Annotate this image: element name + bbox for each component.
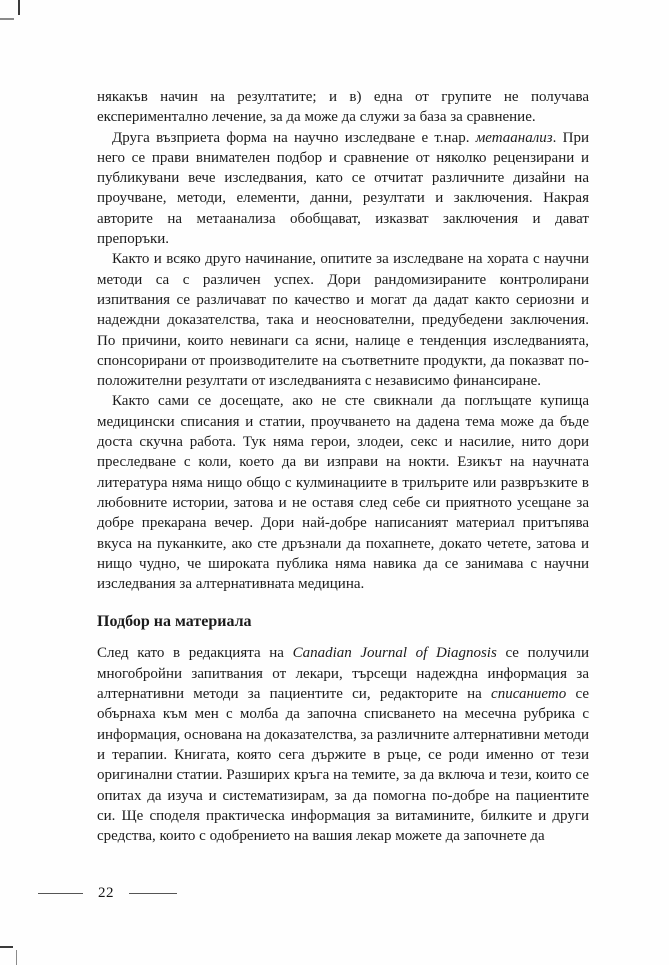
paragraph: Както сами се досещате, ако не сте свикнали да поглъщате купища медицински списания и статии, проучването на дадена тема може да бъде доста скучна работа. Тук няма герои, злодеи, секс и насилие, нито дори преследване с коли, което да ви изправи на нокти. Езикът на научната литература няма нищо общо с кулминациите в трилърите или развръзките в любовните истории, затова и не оставя след себе си приятното усещане за добре прекарана вечер. Дори най-добре написаният материал притъпява вкуса на пуканките, ако сте дръзнали да похапнете, докато четете, затова и нищо чудно, че широката публика няма навика да се занимава с научни изследвания за алтернативната медицина. (97, 393, 589, 593)
body-before-heading (97, 87, 589, 594)
crop-mark-top-left-horizontal (0, 18, 14, 20)
footer-rule-left (38, 893, 83, 894)
page-footer (38, 885, 177, 902)
footer-rule-right (129, 893, 177, 894)
paragraph: някакъв начин на резултатите; и в) една от групите не получава експериментално лечение, за да може да служи за база за сравнение. (97, 89, 589, 126)
crop-mark-top-left-vertical (18, 0, 20, 15)
body-after-heading (97, 643, 589, 846)
paragraph: Друга възприета форма на научно изследване е т.нар. метаанализ. При него се прави внимателен подбор и сравнение от няколко рецензирани и публикувани вече изследвания, като се отчитат различните дизайни на проучване, методи, елементи, данни, резултати и заключения. Накрая авторите на метаанализа обобщават, изказват заключения и дават препоръки. (97, 129, 589, 248)
italic-text: списанието (491, 686, 567, 703)
crop-mark-bottom-left-vertical (16, 950, 17, 965)
italic-text: метаанализ (475, 129, 553, 146)
section-heading: Подбор на материала (97, 613, 252, 631)
paragraph: Както и всяко друго начинание, опитите за изследване на хората с научни методи са с различен успех. Дори рандомизираните контролирани изпитвания се различават по качество и могат да дадат както сериозни и надеждни доказателства, така и неоснователни, предубедени заключения. По причини, които невинаги са ясни, налице е тенденция изследванията, спонсорирани от производителите на съответните продукти, да показват по-положителни резултати от изследванията с независимо финансиране. (97, 251, 589, 390)
page-text-block (97, 87, 589, 846)
paragraph: След като в редакцията на Canadian Journal of Diagnosis се получили многобройни запитвания от лекари, търсещи надеждна информация за алтернативни методи за пациентите си, редакторите на списанието се обърнаха към мен с молба да започна списването на месечна рубрика с информация, основана на доказателства, за различните алтернативни методи и терапии. Книгата, която сега държите в ръце, се роди именно от тези оригинални статии. Разширих кръга на темите, за да включа и тези, които се опитах да изуча и систематизирам, за да помогна по-добре на пациентите си. Ще споделя практическа информация за витамините, билките и други средства, които с одобрението на вашия лекар можете да започнете да (97, 645, 589, 845)
italic-text: Canadian Journal of Diagnosis (292, 645, 497, 662)
page-number: 22 (98, 885, 114, 901)
crop-mark-bottom-left-horizontal (0, 946, 13, 948)
